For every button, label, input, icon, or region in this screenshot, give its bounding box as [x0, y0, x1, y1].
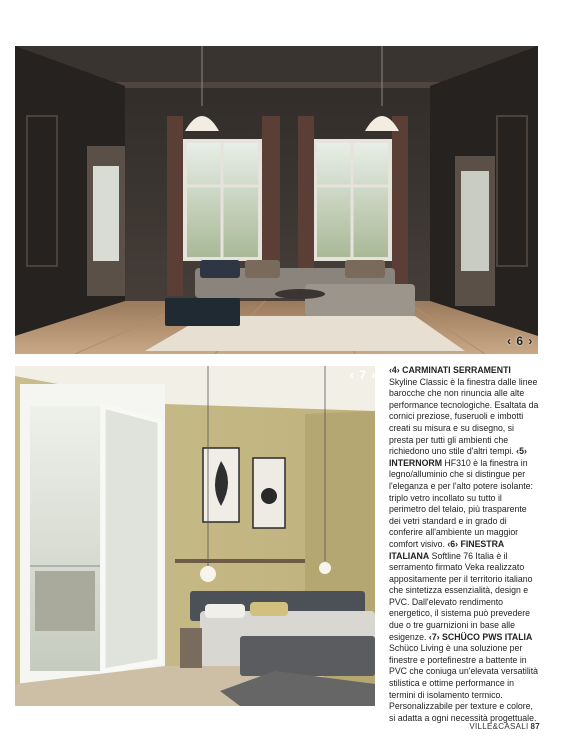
photo-bedroom-window — [15, 366, 375, 706]
page-footer — [469, 722, 540, 731]
body-carminati-serramenti: Skyline Classic è la finestra dalle linee barocche che non rinuncia alle alte performance tecnologiche. Esaltata da cornici preziose, fuseruoli e imbotti creati su misura e su disegno, si presta per tutti gli ambienti che richiedono uno stile d'altri tempi. — [389, 376, 539, 457]
article-text-column — [389, 365, 539, 724]
item-number-5: ‹5› — [516, 446, 527, 457]
heading-schuco-pws-italia: SCHÜCO PWS ITALIA — [442, 631, 533, 642]
article-paragraph-carminati — [389, 365, 539, 724]
magazine-name: VILLE&CASALI — [469, 722, 529, 731]
body-internorm: HF310 è la finestra in legno/alluminio che si distingue per l'eleganza e per l'alto potere isolante: triplo vetro incollato su tutto il perimetro del telaio, più trasparente dei vetri standard e in grado di conferire all'ambiente un maggior comfort visivo. — [389, 457, 533, 549]
photo-number-6: ‹ 6 › — [507, 334, 534, 348]
body-finestra-italiana: Softline 76 Italia è il serramento firmato Veka realizzato appositamente per il territorio italiano che sintetizza essenzialità, design e PVC. Dall'elevato rendimento energetico, il sistema può prevedere due o tre guarnizioni in base alle esigenze. — [389, 550, 533, 642]
photo-classic-interior — [15, 46, 538, 354]
item-number-7: ‹7› — [428, 631, 440, 642]
item-number-4: ‹4› — [389, 365, 400, 375]
heading-carminati-serramenti: CARMINATI SERRAMENTI — [402, 365, 511, 375]
body-schuco-pws-italia: Schüco Living è una soluzione per finestre e portefinestre a battente in PVC che coniuga un'elevata versatilità stilistica e ottime performance in termini di isolamento termico. Personalizzabile per texture e colore, si adatta a ogni necessità progettuale. — [389, 643, 539, 723]
page-number: 87 — [530, 722, 540, 731]
heading-internorm: INTERNORM — [389, 457, 442, 468]
photo-number-7: ‹ 7 › — [350, 368, 377, 382]
item-number-6: ‹6› — [447, 538, 459, 549]
heading-finestra-italiana: FINESTRA ITALIANA — [389, 538, 504, 561]
